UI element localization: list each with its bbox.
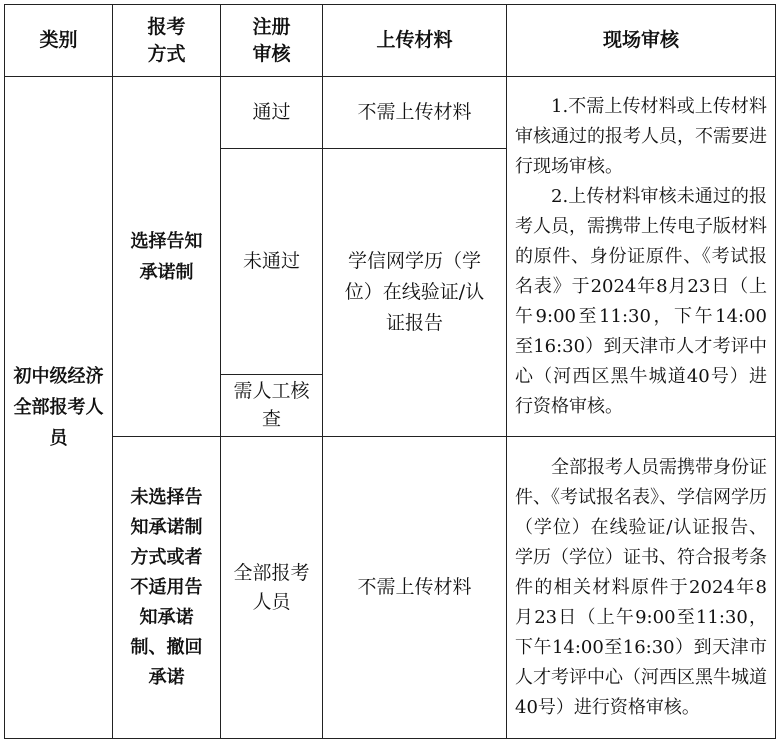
reg-manual-cell bbox=[221, 375, 323, 437]
reg-manual-text: 需人工核查 bbox=[233, 380, 310, 430]
exam-review-table bbox=[4, 4, 776, 739]
category-text: 初中级经济全部报考人员 bbox=[13, 366, 104, 449]
onsite-promise-cell bbox=[507, 77, 776, 437]
header-registration bbox=[221, 5, 323, 77]
row-pass bbox=[5, 77, 776, 149]
reg-fail-cell: 未通过 bbox=[221, 149, 323, 375]
category-cell bbox=[5, 77, 113, 739]
onsite-no-promise-cell bbox=[507, 437, 776, 739]
reg-all-cell bbox=[221, 437, 323, 739]
onsite-note-1: 1.不需上传材料或上传材料审核通过的报考人员，不需要进行现场审核。 bbox=[515, 95, 767, 177]
header-upload: 上传材料 bbox=[323, 5, 507, 77]
upload-fail-cell bbox=[323, 149, 507, 437]
method-no-promise-text: 未选择告知承诺制方式或者不适用告知承诺制、撤回承诺 bbox=[130, 486, 203, 688]
upload-pass-cell: 不需上传材料 bbox=[323, 77, 507, 149]
document-page bbox=[4, 4, 776, 739]
header-method-text: 报考方式 bbox=[147, 15, 186, 65]
row-no-promise bbox=[5, 437, 776, 739]
header-category: 类别 bbox=[5, 5, 113, 77]
onsite-note-2: 2.上传材料审核未通过的报考人员，需携带上传电子版材料的原件、身份证原件、《考试报名表》于2024年8月23日（上午9:00至11:30，下午14:00至16:30）到天津市人才考评中心（河西区黑牛城道40号）进行资格审核。 bbox=[515, 185, 767, 417]
upload-fail-text: 学信网学历（学位）在线验证/认证报告 bbox=[344, 250, 485, 334]
header-onsite: 现场审核 bbox=[507, 5, 776, 77]
header-row bbox=[5, 5, 776, 77]
reg-pass-cell: 通过 bbox=[221, 77, 323, 149]
header-registration-text: 注册审核 bbox=[252, 15, 291, 65]
upload-none-cell: 不需上传材料 bbox=[323, 437, 507, 739]
reg-all-text: 全部报考人员 bbox=[233, 561, 310, 613]
method-promise-text: 选择告知承诺制 bbox=[130, 230, 203, 283]
onsite-note-3: 全部报考人员需携带身份证件、《考试报名表》、学信网学历（学位）在线验证/认证报告、学历（学位）证书、符合报考条件的相关材料原件于2024年8月23日（上午9:00至11:30，下午14:00至16:30）到天津市人才考评中心（河西区黑牛城道40号）进行资格审核。 bbox=[515, 456, 767, 718]
method-no-promise-cell bbox=[113, 437, 221, 739]
method-promise-cell bbox=[113, 77, 221, 437]
header-method bbox=[113, 5, 221, 77]
